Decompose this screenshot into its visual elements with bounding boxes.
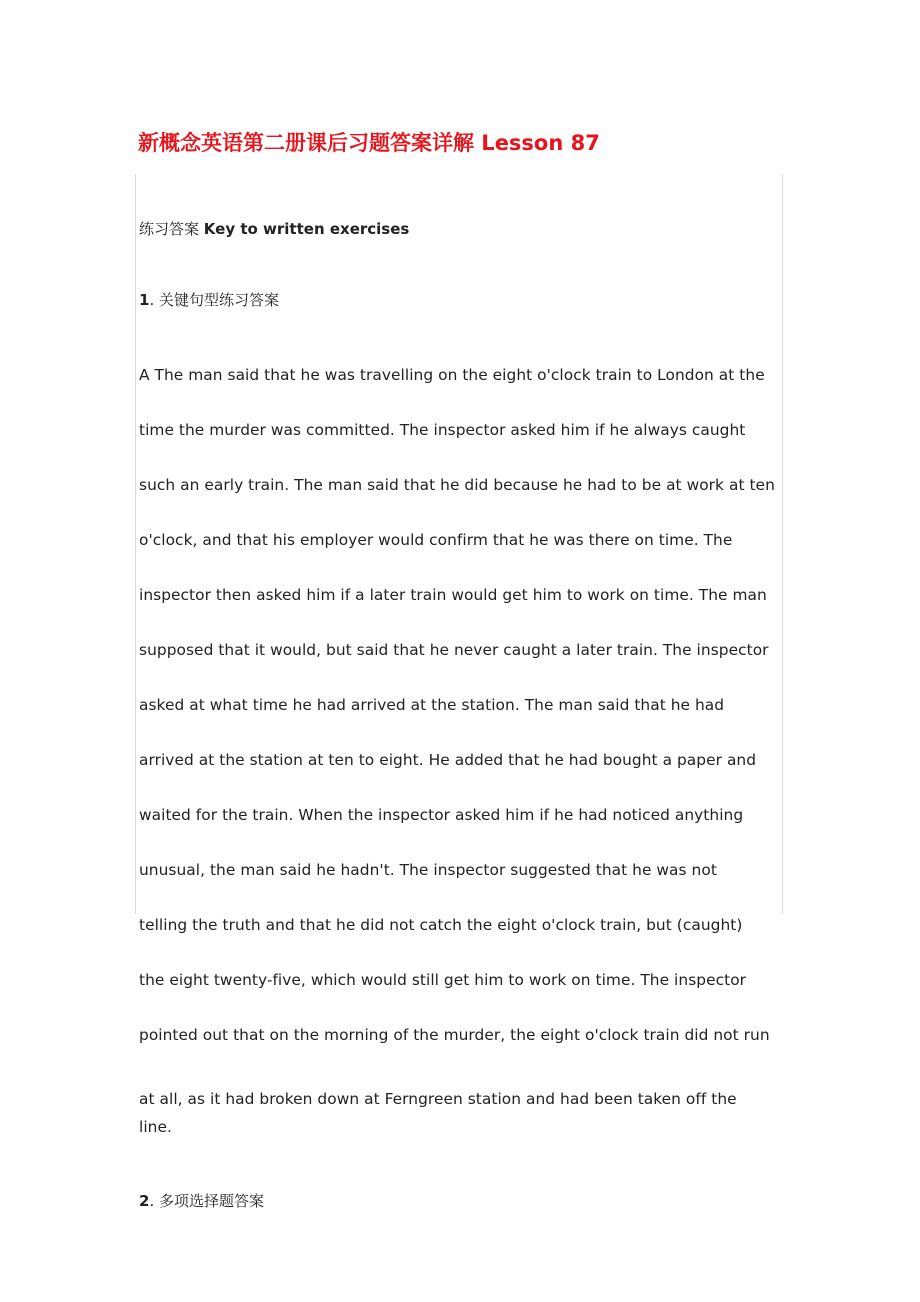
answer-line: unusual, the man said he hadn't. The inspector suggested that he was not [139,861,717,879]
frame-right-border [782,174,783,914]
answer-line: time the murder was committed. The inspector asked him if he always caught [139,421,746,439]
answer-line: telling the truth and that he did not catch the eight o'clock train, but (caught) [139,916,743,934]
written-exercises-heading [139,218,409,240]
heading-cn: 练习答案 [139,220,200,238]
answer-line: A The man said that he was travelling on the eight o'clock train to London at the [139,366,765,384]
heading-en: Key to written exercises [203,220,410,238]
answer-line: line. [139,1118,172,1136]
answer-line: o'clock, and that his employer would confirm that he was there on time. The [139,531,733,549]
answer-line: asked at what time he had arrived at the station. The man said that he had [139,696,725,714]
frame-left-border [135,174,136,914]
section-label: 多项选择题答案 [158,1192,264,1210]
multiple-choice-heading: 2. 多项选择题答案 [139,1192,264,1210]
section-label: 关键句型练习答案 [158,291,279,309]
answer-line: arrived at the station at ten to eight. He added that he had bought a paper and [139,751,757,769]
answer-line: at all, as it had broken down at Ferngreen station and had been taken off the [139,1090,737,1108]
answer-line: inspector then asked him if a later train would get him to work on time. The man [139,586,767,604]
answer-line: pointed out that on the morning of the murder, the eight o'clock train did not run [139,1026,770,1044]
answer-line: waited for the train. When the inspector asked him if he had noticed anything [139,806,744,824]
answer-line: the eight twenty-five, which would still get him to work on time. The inspector [139,971,747,989]
section-number: 1 [139,291,150,309]
section-number: 2 [139,1192,150,1210]
key-structures-heading: 1. 关键句型练习答案 [139,291,279,309]
page-title: 新概念英语第二册课后习题答案详解 Lesson 87 [138,131,600,155]
answer-line: supposed that it would, but said that he never caught a later train. The inspector [139,641,769,659]
answer-line: such an early train. The man said that he did because he had to be at work at ten [139,476,775,494]
